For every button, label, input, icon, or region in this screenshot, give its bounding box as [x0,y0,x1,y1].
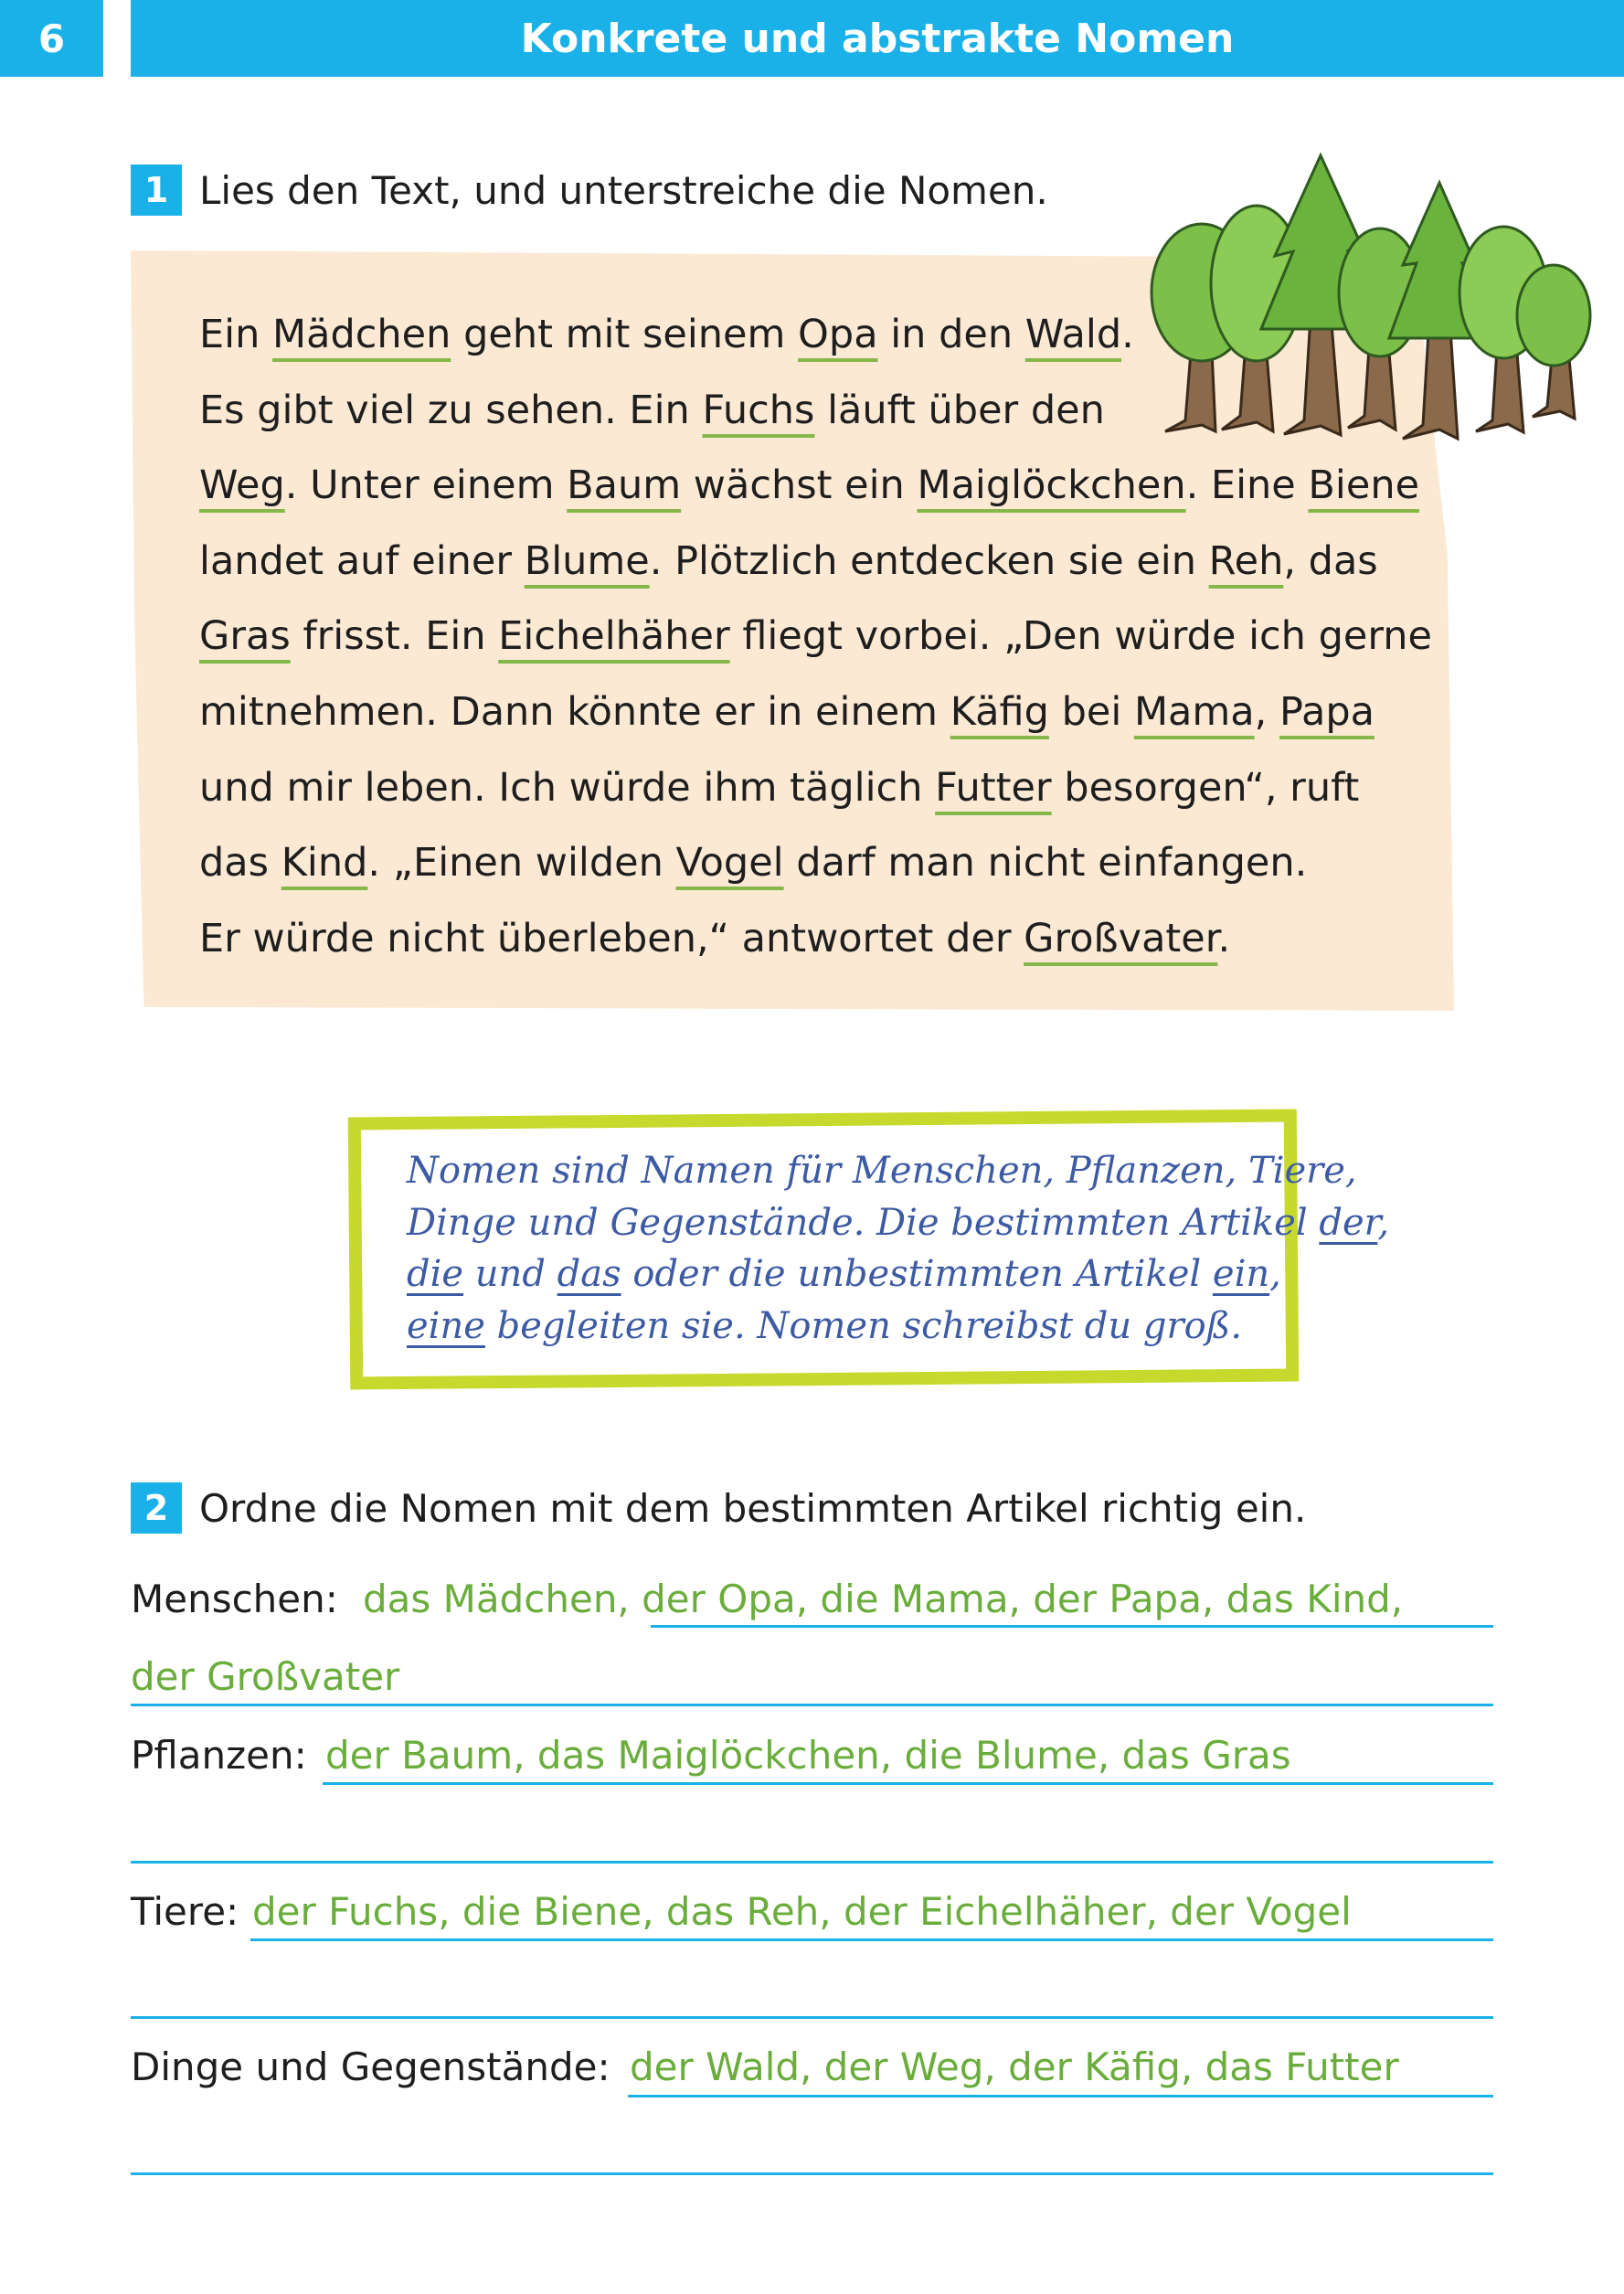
text-segment: mitnehmen. Dann könnte er in einem [199,689,950,735]
task-1-number: 1 [131,165,182,216]
underlined-noun: Baum [567,462,682,509]
answer-line [131,1861,1493,1864]
text-segment: das [199,840,281,887]
answer-line [651,1625,1493,1628]
reading-text-line [199,462,1420,509]
text-segment: . [1217,915,1231,961]
answer-menschen-line-1: das Mädchen, der Opa, die Mama, der Papa, das Kind, [363,1577,1404,1621]
answer-line [323,1782,1493,1785]
answer-dinge: der Wald, der Weg, der Käfig, das Futter [630,2044,1399,2089]
text-segment: darf man nicht einfangen. [783,840,1308,887]
answer-line [250,1938,1493,1941]
reading-text-line [199,537,1378,584]
reading-text-line [199,915,1231,961]
underlined-noun: Opa [798,312,878,357]
text-segment: , [1377,1201,1390,1244]
text-segment: oder die unbestimmten Artikel [621,1253,1213,1295]
answer-line [131,1704,1493,1706]
label-pflanzen: Pflanzen: [131,1733,307,1778]
text-segment: und mir leben. Ich würde ihm täglich [199,764,936,811]
underlined-noun: Großvater [1024,915,1218,961]
underlined-article: der [1319,1201,1378,1244]
reading-text-line [199,387,1105,433]
underlined-noun: Mädchen [272,312,451,357]
text-segment: in den [877,312,1025,357]
text-segment: begleiten sie. Nomen schreibst du groß. [484,1304,1243,1347]
info-text-line [407,1202,1389,1244]
text-segment: Ein [199,312,273,357]
label-tiere: Tiere: [131,1889,239,1934]
underlined-article: ein [1212,1253,1270,1295]
underlined-noun: Fuchs [702,387,815,433]
text-segment: geht mit seinem [451,312,799,357]
text-segment: frisst. Ein [290,613,499,660]
text-segment: fliegt vorbei. „Den würde ich gerne [729,613,1432,660]
reading-text-line [199,689,1375,735]
reading-text-line [199,764,1360,811]
tree-crowns [1152,155,1590,366]
task-2-number: 2 [131,1482,182,1534]
text-segment: , [1269,1253,1281,1295]
underlined-noun: Mama [1133,689,1255,735]
page-title-text: Konkrete und abstrakte Nomen [520,15,1235,62]
label-dinge: Dinge und Gegenstände: [131,2044,610,2089]
answer-line [131,2016,1493,2019]
text-segment: . [1121,312,1134,357]
underlined-noun: Weg [199,462,285,509]
text-segment: . Eine [1185,462,1309,509]
answer-menschen-line-2: der Großvater [131,1654,400,1699]
underlined-noun: Reh [1208,537,1284,584]
underlined-noun: Maiglöckchen [917,462,1186,509]
reading-text-line [199,613,1432,660]
page-title [131,0,1624,77]
task-1-instruction: Lies den Text, und unterstreiche die Nomen. [199,168,1048,213]
forest-illustration [1138,146,1595,448]
answer-tiere: der Fuchs, die Biene, das Reh, der Eichelhäher, der Vogel [252,1889,1352,1934]
info-text-line [407,1253,1281,1295]
info-text-line [407,1150,1357,1192]
text-segment: läuft über den [814,387,1105,433]
text-segment: . Plötzlich entdecken sie ein [649,537,1209,584]
text-segment: bei [1048,689,1134,735]
underlined-noun: Vogel [675,840,784,887]
text-segment: Nomen sind Namen für Menschen, Pflanzen, Tiere, [407,1150,1357,1192]
text-segment: , das [1283,537,1378,584]
reading-text-line [199,312,1134,357]
text-segment: besorgen“, ruft [1051,764,1360,811]
underlined-article: das [557,1253,621,1295]
label-menschen: Menschen: [131,1577,338,1621]
text-segment: Dinge und Gegenstände. Die bestimmten Artikel [407,1201,1320,1244]
underlined-noun: Wald [1024,312,1122,357]
task-2-instruction: Ordne die Nomen mit dem bestimmten Artikel richtig ein. [199,1486,1307,1531]
text-segment: Er würde nicht überleben,“ antwortet der [199,915,1024,961]
text-segment: landet auf einer [199,537,525,584]
text-segment: , [1254,689,1279,735]
text-segment: . „Einen wilden [367,840,676,887]
underlined-noun: Futter [935,764,1052,811]
underlined-article: die [407,1253,464,1295]
underlined-noun: Biene [1308,462,1420,509]
underlined-noun: Eichelhäher [498,613,730,660]
page-number: 6 [0,0,103,77]
info-text-line [407,1305,1242,1347]
answer-line [628,2095,1493,2098]
underlined-noun: Käfig [950,689,1049,735]
answer-line [131,2172,1493,2175]
underlined-noun: Papa [1279,689,1375,735]
text-segment: und [463,1253,557,1295]
text-segment: wächst ein [681,462,918,509]
underlined-noun: Gras [199,613,291,660]
text-segment: Es gibt viel zu sehen. Ein [199,387,703,433]
underlined-noun: Blume [524,537,650,584]
underlined-noun: Kind [281,840,368,887]
answer-pflanzen: der Baum, das Maiglöckchen, die Blume, das Gras [325,1733,1291,1778]
underlined-article: eine [407,1304,485,1347]
text-segment: . Unter einem [284,462,568,509]
reading-text-line [199,840,1308,887]
